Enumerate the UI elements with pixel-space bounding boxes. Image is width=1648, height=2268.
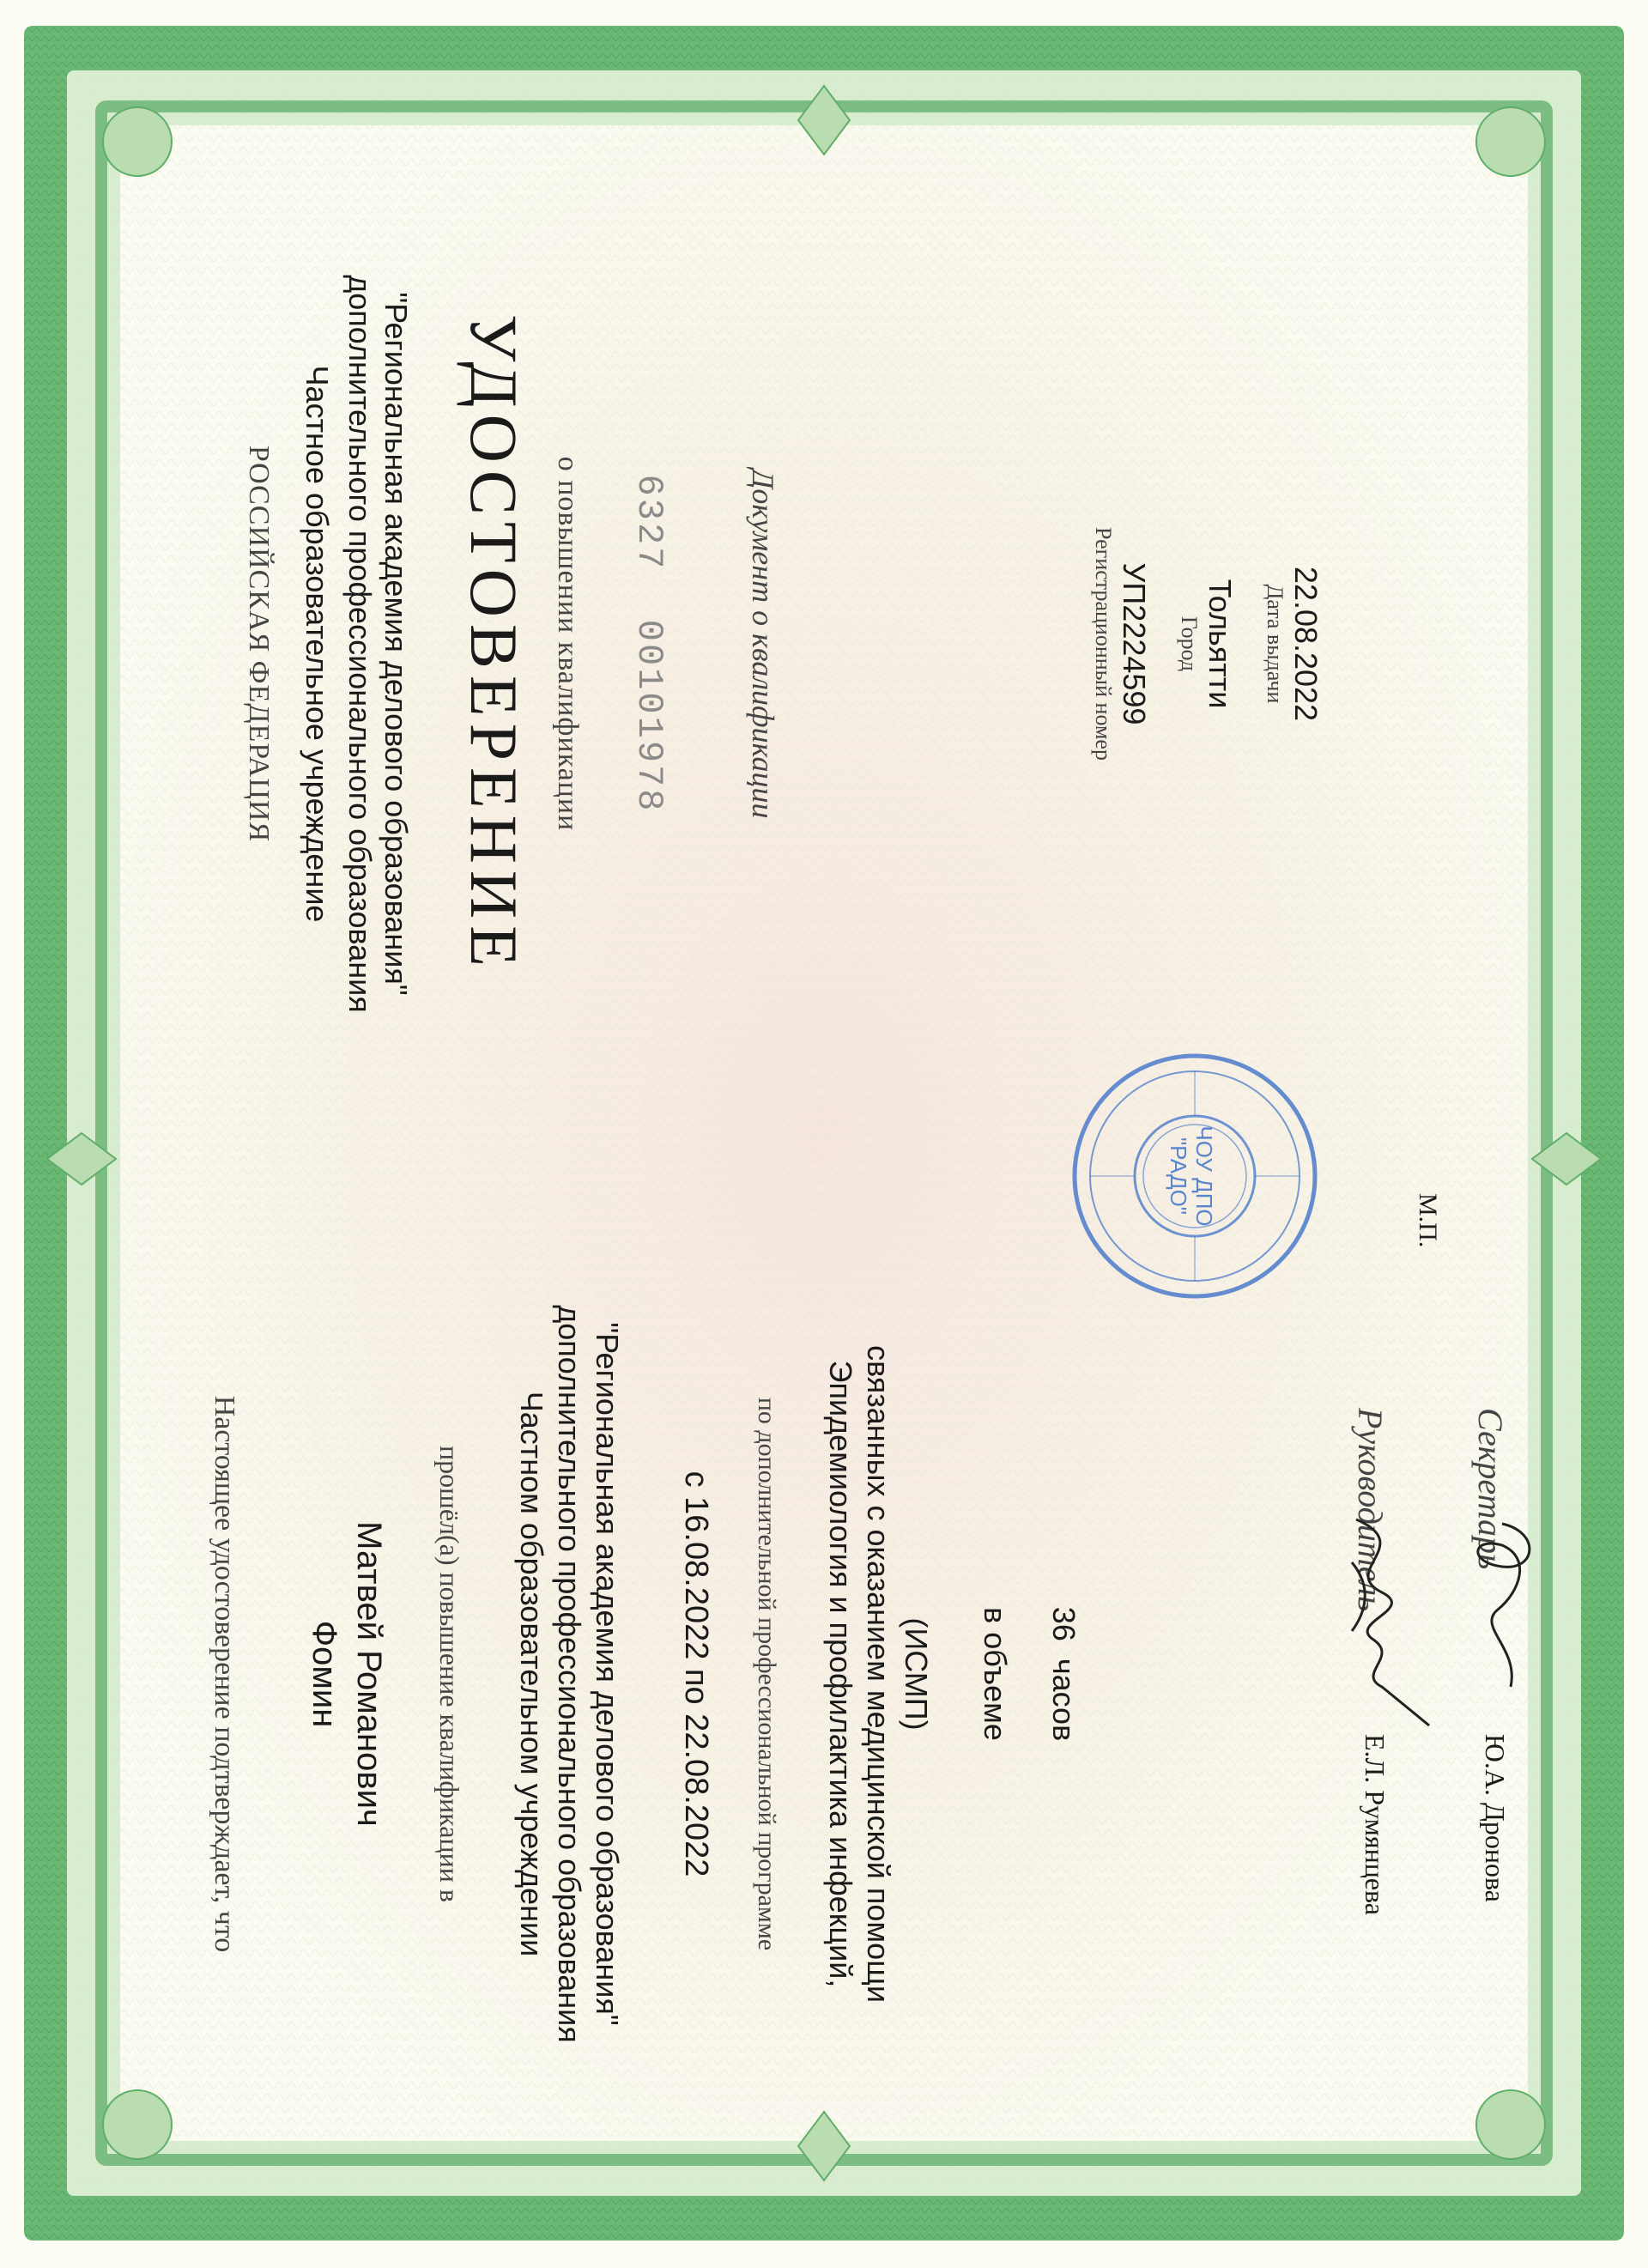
program-line-3: (ИСМП) — [899, 1617, 934, 1731]
serial-number — [628, 129, 670, 1159]
city-value: Тольятти — [1203, 579, 1238, 709]
director-name: Е.Л. Румянцева — [1360, 1734, 1390, 1915]
serial-prefix: 6327 — [628, 474, 670, 572]
document-title: УДОСТОВЕРЕНИЕ — [457, 314, 531, 973]
issue-date-value: 22.08.2022 — [1288, 566, 1324, 722]
hours-unit: часов — [1046, 1658, 1082, 1742]
org-line-2: дополнительного профессионального образования — [552, 1305, 587, 2043]
stamp-center-line-2: "РАДО" — [1166, 1137, 1191, 1216]
stamp-center-line-1: ЧОУ ДПО — [1191, 1125, 1217, 1227]
recipient-surname: Фомин — [306, 1620, 343, 1728]
issuer-line-3: "Региональная академия делового образования" — [379, 292, 414, 996]
secretary-name: Ю.А. Дронова — [1480, 1734, 1511, 1902]
volume-label: в объеме — [978, 1607, 1013, 1741]
program-line-2: связанных с оказанием медицинской помощи — [861, 1345, 896, 2003]
hours — [1045, 1202, 1082, 2146]
program-line-1: Эпидемиология и профилактика инфекций, — [823, 1360, 858, 1988]
city-label: Город — [1177, 616, 1202, 672]
organization-stamp — [1066, 1047, 1324, 1305]
recipient-name: Матвей Романович — [350, 1521, 388, 1827]
issuer-line-2: дополнительного профессионального образования — [342, 275, 378, 1013]
seal-place-label: М.П. — [1414, 1193, 1442, 1248]
secretary-label: Секретарь — [1471, 1408, 1510, 1570]
issuer-line-1: Частное образовательное учреждение — [300, 365, 335, 923]
country-label: РОССИЙСКАЯ ФЕДЕРАЦИЯ — [243, 445, 275, 843]
org-line-1: Частном образовательном учреждении — [514, 1391, 549, 1957]
reg-number-label: Регистрационный номер — [1091, 527, 1116, 761]
reg-number-value: УП2224599 — [1117, 562, 1152, 725]
issue-date-label: Дата выдачи — [1263, 584, 1288, 704]
secretary-signature — [1451, 1511, 1554, 1700]
period: с 16.08.2022 по 22.08.2022 — [678, 1471, 714, 1877]
director-signature — [1313, 1511, 1433, 1734]
director-label: Руководитель — [1351, 1408, 1390, 1612]
document-subtitle: о повышении квалификации — [552, 456, 584, 832]
org-line-3: "Региональная академия делового образования" — [590, 1322, 625, 2026]
document-type-note: Документ о квалификации — [746, 469, 780, 819]
serial-value: 00101978 — [628, 619, 670, 814]
program-label: по дополнительной профессиональной программе — [753, 1397, 781, 1951]
hours-value: 36 — [1046, 1606, 1082, 1641]
certifies-text: Настоящее удостоверение подтверждает, что — [209, 1395, 240, 1953]
passed-text: прошёл(а) повышение квалификации в — [434, 1446, 465, 1902]
